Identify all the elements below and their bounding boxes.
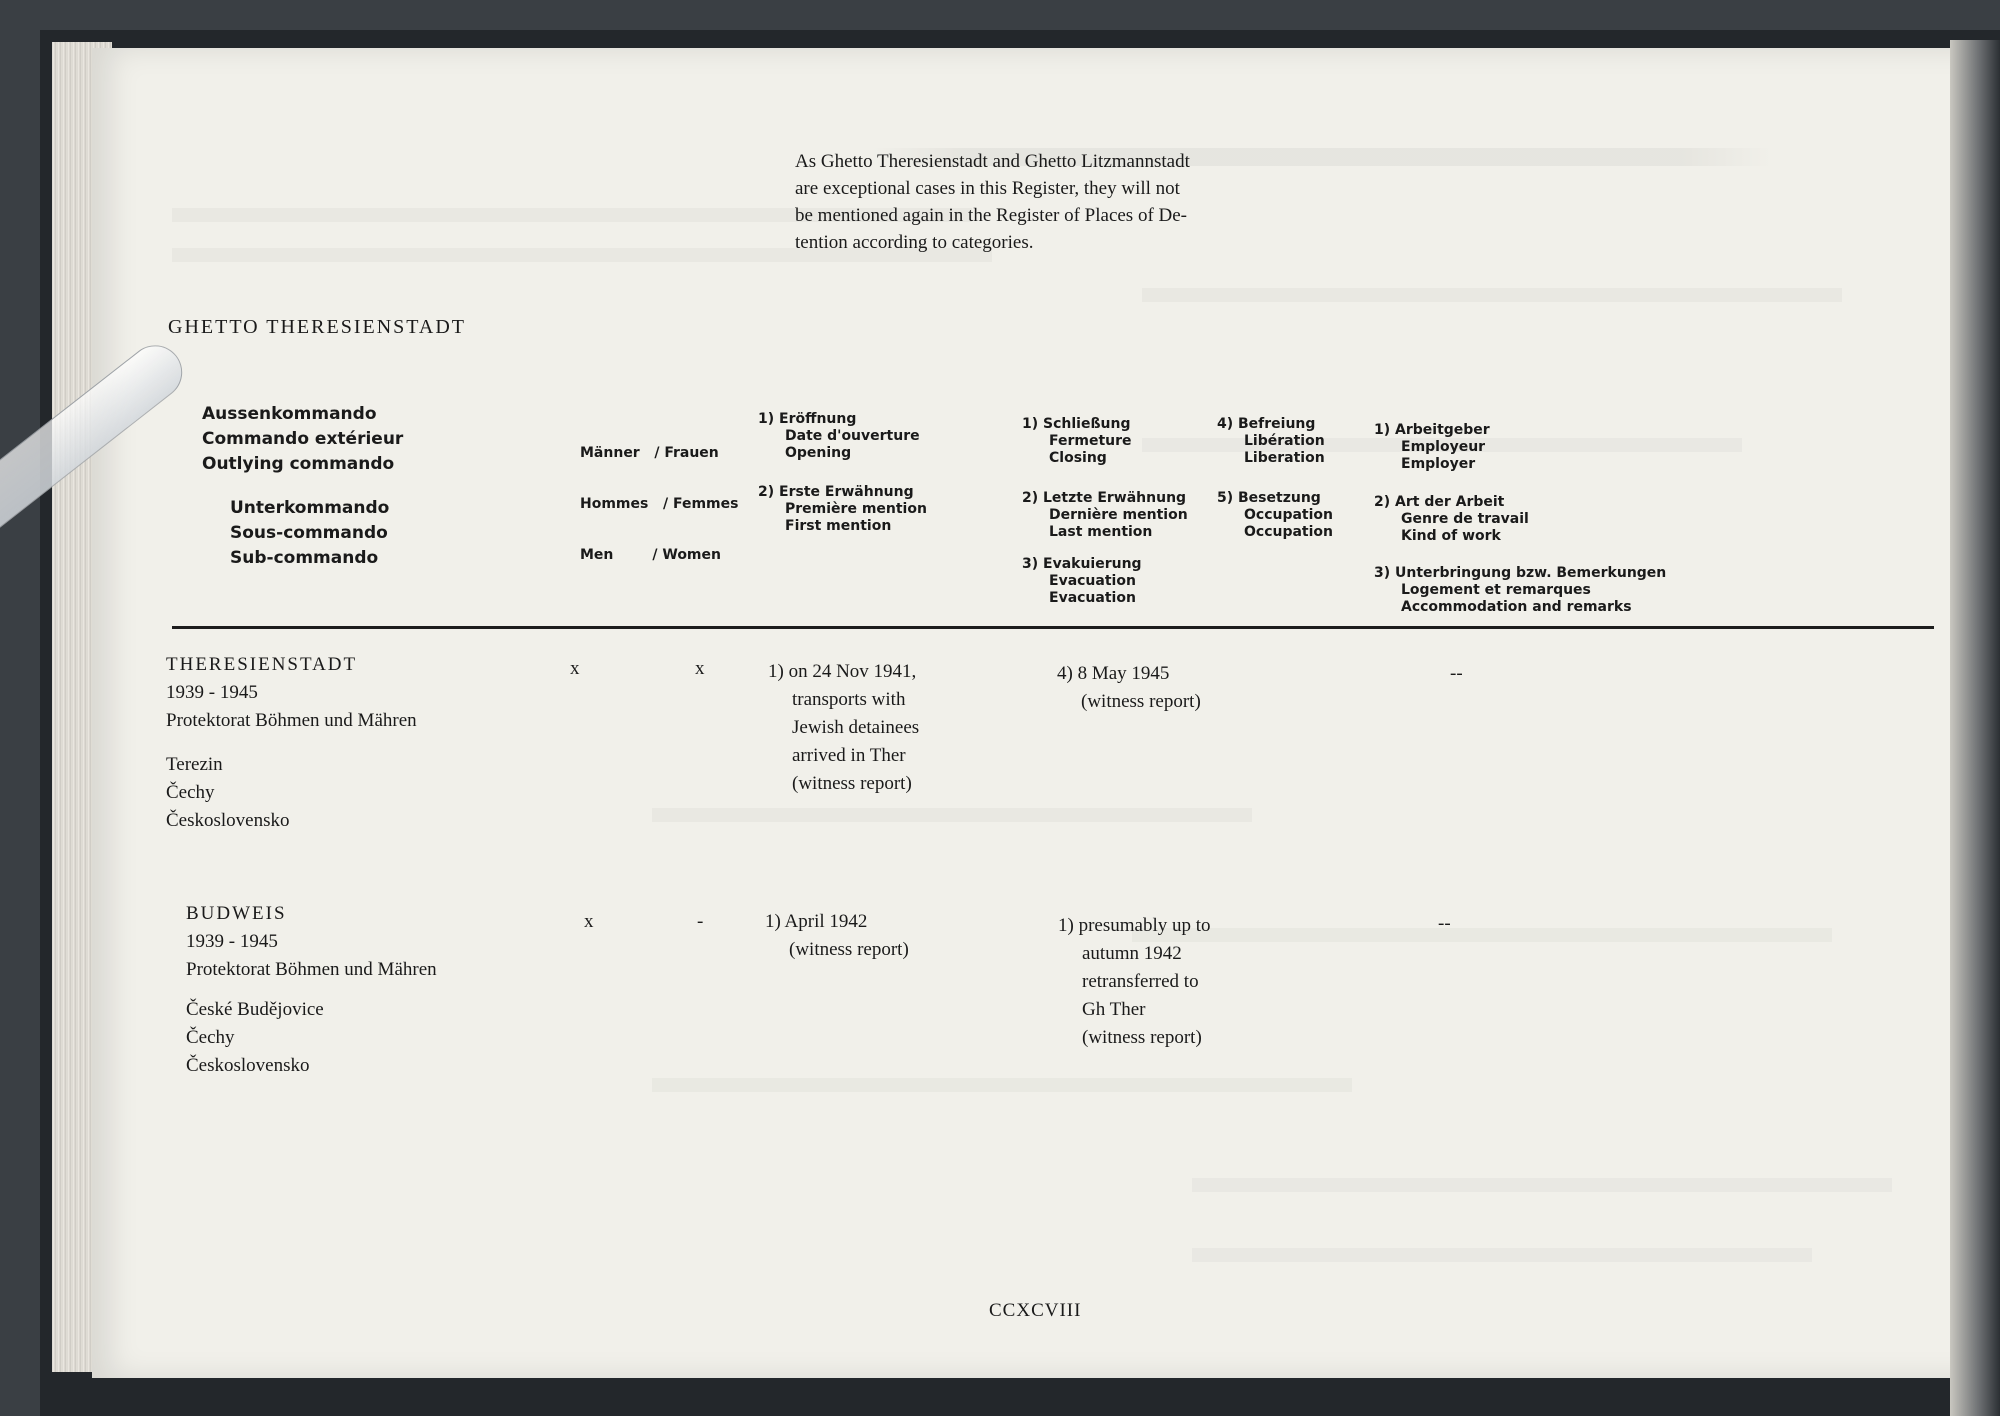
legend-line: Libération	[1244, 433, 1325, 449]
legend-line: Genre de travail	[1401, 511, 1529, 527]
legend-line: Logement et remarques	[1401, 582, 1591, 598]
legend-first-mention	[758, 484, 927, 535]
legend-line: Date d'ouverture	[785, 428, 920, 444]
legend-line: Last mention	[1049, 524, 1153, 540]
local-name: Terezin	[166, 754, 223, 775]
legend-line: 4) Befreiung	[1217, 416, 1316, 432]
legend-line: 2) Erste Erwähnung	[758, 484, 914, 500]
intro-paragraph	[795, 148, 1315, 256]
detail-line: arrived in Ther	[792, 745, 906, 766]
legend-line: Occupation	[1244, 524, 1334, 540]
entry-theresienstadt-place	[166, 651, 417, 835]
place-name: THERESIENSTADT	[166, 654, 358, 675]
place-years: 1939 - 1945	[186, 931, 278, 952]
legend-line: 1) Eröffnung	[758, 411, 857, 427]
legend-line: Outlying commando	[202, 454, 395, 474]
legend-kind-of-work	[1374, 494, 1529, 545]
detail-line: (witness report)	[1082, 1027, 1202, 1048]
legend-line: Sub-commando	[230, 548, 379, 568]
legend-line: Occupation	[1244, 507, 1334, 523]
legend-line: Evacuation	[1049, 573, 1136, 589]
local-region: Čechy	[186, 1027, 235, 1048]
entry-budweis-closing	[1058, 912, 1211, 1052]
legend-unterkommando	[230, 496, 389, 571]
place-region: Protektorat Böhmen und Mähren	[186, 959, 437, 980]
legend-gender	[580, 411, 738, 598]
entry-budweis-employer: --	[1438, 913, 1451, 934]
legend-line: 1) Arbeitgeber	[1374, 422, 1490, 438]
intro-line: are exceptional cases in this Register, they will not	[795, 178, 1180, 199]
entry-theresienstadt-women: x	[695, 658, 705, 679]
entry-theresienstadt-men: x	[570, 658, 580, 679]
legend-line: 2) Art der Arbeit	[1374, 494, 1505, 510]
entry-theresienstadt-opening	[768, 658, 919, 798]
section-divider	[172, 626, 1934, 629]
detail-line: 1) presumably up to	[1058, 915, 1211, 936]
legend-closing	[1022, 416, 1132, 467]
legend-line: Employeur	[1401, 439, 1486, 455]
legend-line: Opening	[785, 445, 852, 461]
legend-line: Evacuation	[1049, 590, 1136, 606]
detail-line: 1) on 24 Nov 1941,	[768, 661, 917, 682]
legend-line: 3) Evakuierung	[1022, 556, 1142, 572]
legend-kommando	[202, 402, 403, 477]
entry-theresienstadt-closing	[1057, 660, 1201, 716]
legend-line: Fermeture	[1049, 433, 1132, 449]
detail-line: Gh Ther	[1082, 999, 1146, 1020]
detail-line: retransferred to	[1082, 971, 1199, 992]
detail-line: 1) April 1942	[765, 911, 868, 932]
legend-line: Commando extérieur	[202, 429, 404, 449]
legend-last-mention	[1022, 490, 1188, 541]
section-title: GHETTO THERESIENSTADT	[168, 316, 466, 338]
legend-line: Aussenkommando	[202, 404, 377, 424]
detail-line: (witness report)	[789, 939, 909, 960]
legend-occupation	[1217, 490, 1333, 541]
intro-line: tention according to categories.	[795, 232, 1034, 253]
legend-line: Männer / Frauen	[580, 445, 719, 461]
place-region: Protektorat Böhmen und Mähren	[166, 710, 417, 731]
legend-line: 1) Schließung	[1022, 416, 1131, 432]
detail-line: autumn 1942	[1082, 943, 1182, 964]
legend-line: Unterkommando	[230, 498, 390, 518]
detail-line: (witness report)	[1081, 691, 1201, 712]
legend-line: 2) Letzte Erwähnung	[1022, 490, 1187, 506]
local-region: Čechy	[166, 782, 215, 803]
local-country: Československo	[186, 1055, 310, 1076]
legend-line: Hommes / Femmes	[580, 496, 739, 512]
document-page	[92, 48, 1992, 1378]
legend-line: 5) Besetzung	[1217, 490, 1321, 506]
legend-employer	[1374, 422, 1490, 473]
legend-accommodation	[1374, 565, 1666, 616]
legend-line: Kind of work	[1401, 528, 1501, 544]
legend-opening	[758, 411, 920, 462]
local-country: Československo	[166, 810, 290, 831]
entry-budweis-women: -	[697, 911, 704, 932]
detail-line: 4) 8 May 1945	[1057, 663, 1170, 684]
legend-evacuation	[1022, 556, 1142, 607]
entry-theresienstadt-employer: --	[1450, 663, 1463, 684]
entry-budweis-men: x	[584, 911, 594, 932]
intro-line: be mentioned again in the Register of Places of De-	[795, 205, 1188, 226]
legend-liberation	[1217, 416, 1325, 467]
legend-line: Liberation	[1244, 450, 1325, 466]
legend-line: 3) Unterbringung bzw. Bemerkungen	[1374, 565, 1667, 581]
book-gutter	[1950, 40, 2000, 1416]
legend-line: Sous-commando	[230, 523, 388, 543]
entry-budweis-place	[186, 900, 437, 1080]
place-name: BUDWEIS	[186, 903, 287, 924]
legend-line: First mention	[785, 518, 892, 534]
place-years: 1939 - 1945	[166, 682, 258, 703]
legend-line: Employer	[1401, 456, 1476, 472]
detail-line: transports with	[792, 689, 906, 710]
legend-line: Première mention	[785, 501, 927, 517]
legend-line: Closing	[1049, 450, 1107, 466]
legend-line: Accommodation and remarks	[1401, 599, 1632, 615]
local-name: České Budějovice	[186, 999, 324, 1020]
page-number: CCXCVIII	[989, 1300, 1082, 1321]
legend-line: Dernière mention	[1049, 507, 1188, 523]
legend-line: Men / Women	[580, 547, 721, 563]
entry-budweis-opening	[765, 908, 909, 964]
detail-line: Jewish detainees	[792, 717, 920, 738]
intro-line: As Ghetto Theresienstadt and Ghetto Litzmannstadt	[795, 151, 1190, 172]
detail-line: (witness report)	[792, 773, 912, 794]
